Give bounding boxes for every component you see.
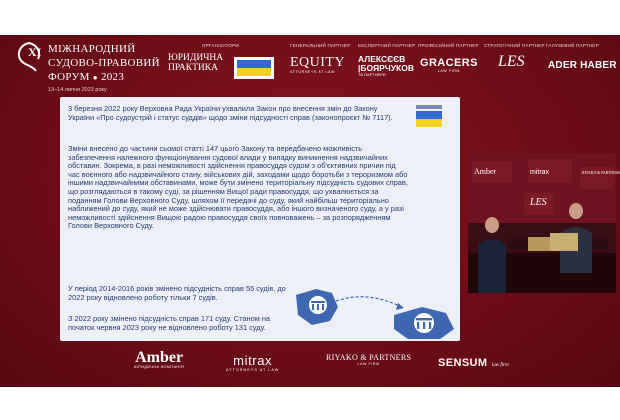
slide-paragraph-changes: Зміни внесено до частини сьомої статті 147 цього Закону та передбачено можливість забезпечення належного функціонування судової влади у випадку виникнення надзвичайних обставин. Зокрема, в разі неможливості здійснення правосуддя судом з об'єктивних причин під час воєнного або надзвичайного стану, військових дій, заходами щодо боротьби з тероризмом або іншими надзвичайними обставинами, може бути змінено територіальну підсудність судових справ, що розглядаються в такому суді, за рішенням Вищої ради правосуддя, що ухвалюється за поданням Голови Верховного Суду, шляхом її передачі до суду, який найбільш територіально наближений до суду, який не може здійснювати правосуддя, або іншого визначеного суду, а у разі неможливості здійснення Вищою радою правосуддя своїх повноважень – за розпорядженням Голови Верховного Суду.: [68, 144, 408, 231]
flag-yellow-stripe: [237, 68, 271, 76]
video-banner-amber: Amber: [474, 167, 497, 176]
label-professional-partner: ПРОФЕСІЙНИЙ ПАРТНЕР: [418, 43, 479, 48]
slide-paragraph-law: 3 березня 2022 року Верховна Рада України ухвалила Закон про внесення змін до Закону України «Про судоустрій і статус суддів» щодо зміни підсудності справ (законопроєкт № 7117).: [68, 104, 393, 122]
label-general-partner: ГЕНЕРАЛЬНИЙ ПАРТНЕР: [290, 43, 351, 48]
video-banner-riyako: RIYAKO & PARTNERS: [582, 171, 620, 175]
sponsors-bar: [0, 345, 620, 385]
label-organizers: ОРГАНІЗАТОРИ: [202, 43, 239, 48]
video-frame: [0, 35, 620, 387]
forum-title-line2: СУДОВО-ПРАВОВИЙ: [48, 57, 160, 69]
forum-dates: 13–14 липня 2023 року: [48, 87, 107, 93]
label-strategic-partner: СТРАТЕГІЧНИЙ ПАРТНЕР: [484, 43, 545, 48]
logo-bar-association: [234, 57, 274, 79]
logo-equity: EQUITY ATTORNEYS AT LAW: [290, 55, 346, 74]
logo-yurydychna-praktyka: ЮРИДИЧНА ПРАКТИКА: [168, 53, 224, 73]
logo-ader-haber: ADER HABER: [548, 60, 617, 71]
forum-logo: [14, 41, 164, 95]
court-map-illustration-icon: [290, 285, 460, 341]
slide-paragraph-2014: У період 2014-2016 років змінено підсудність справ 55 судів, до 2022 року відновлено роботу тільки 7 судів.: [68, 284, 286, 302]
label-expert-partner: ЕКСПЕРТНИЙ ПАРТНЕР: [358, 43, 416, 48]
forum-title-line3: ФОРУМ ● 2023: [48, 71, 125, 83]
slide-paragraph-2022: З 2022 року змінено підсудність справ 171 суду. Станом на початок червня 2023 року не відновлено роботу 131 суду.: [68, 314, 271, 332]
logo-riyako-partners: RIYAKO & PARTNERS LAW FIRM: [326, 353, 412, 366]
logo-mitrax: mitrax ATTORNEYS AT LAW: [226, 353, 280, 372]
logo-les: LES: [498, 53, 525, 70]
video-banner-mitrax: mitrax: [530, 169, 550, 176]
logo-sensum: SENSUM law firm: [438, 357, 509, 369]
forum-title-line1: МІЖНАРОДНИЙ: [48, 43, 136, 55]
logo-alekseev-boyarchukov: АЛЕКСЄЄВ |БОЯРЧУКОВ ТА ПАРТНЕРИ: [358, 54, 414, 77]
forum-header: [0, 35, 620, 97]
logo-amber: Amber ЮРИДИЧНА КОМПАНІЯ: [134, 349, 185, 369]
video-banner-les: LES: [530, 197, 547, 208]
logo-gracers: GRACERS LAW FIRM: [420, 57, 478, 73]
slide-emblem-flag-icon: [416, 105, 442, 127]
label-industry-partner: ГАЛУЗЕВИЙ ПАРТНЕР: [546, 43, 599, 48]
speaker-video-feed: [468, 153, 620, 293]
flag-blue-stripe: [237, 60, 271, 68]
forum-numeral: XI: [28, 45, 42, 59]
presentation-slide: [60, 97, 460, 341]
partners-bar: [168, 43, 618, 93]
